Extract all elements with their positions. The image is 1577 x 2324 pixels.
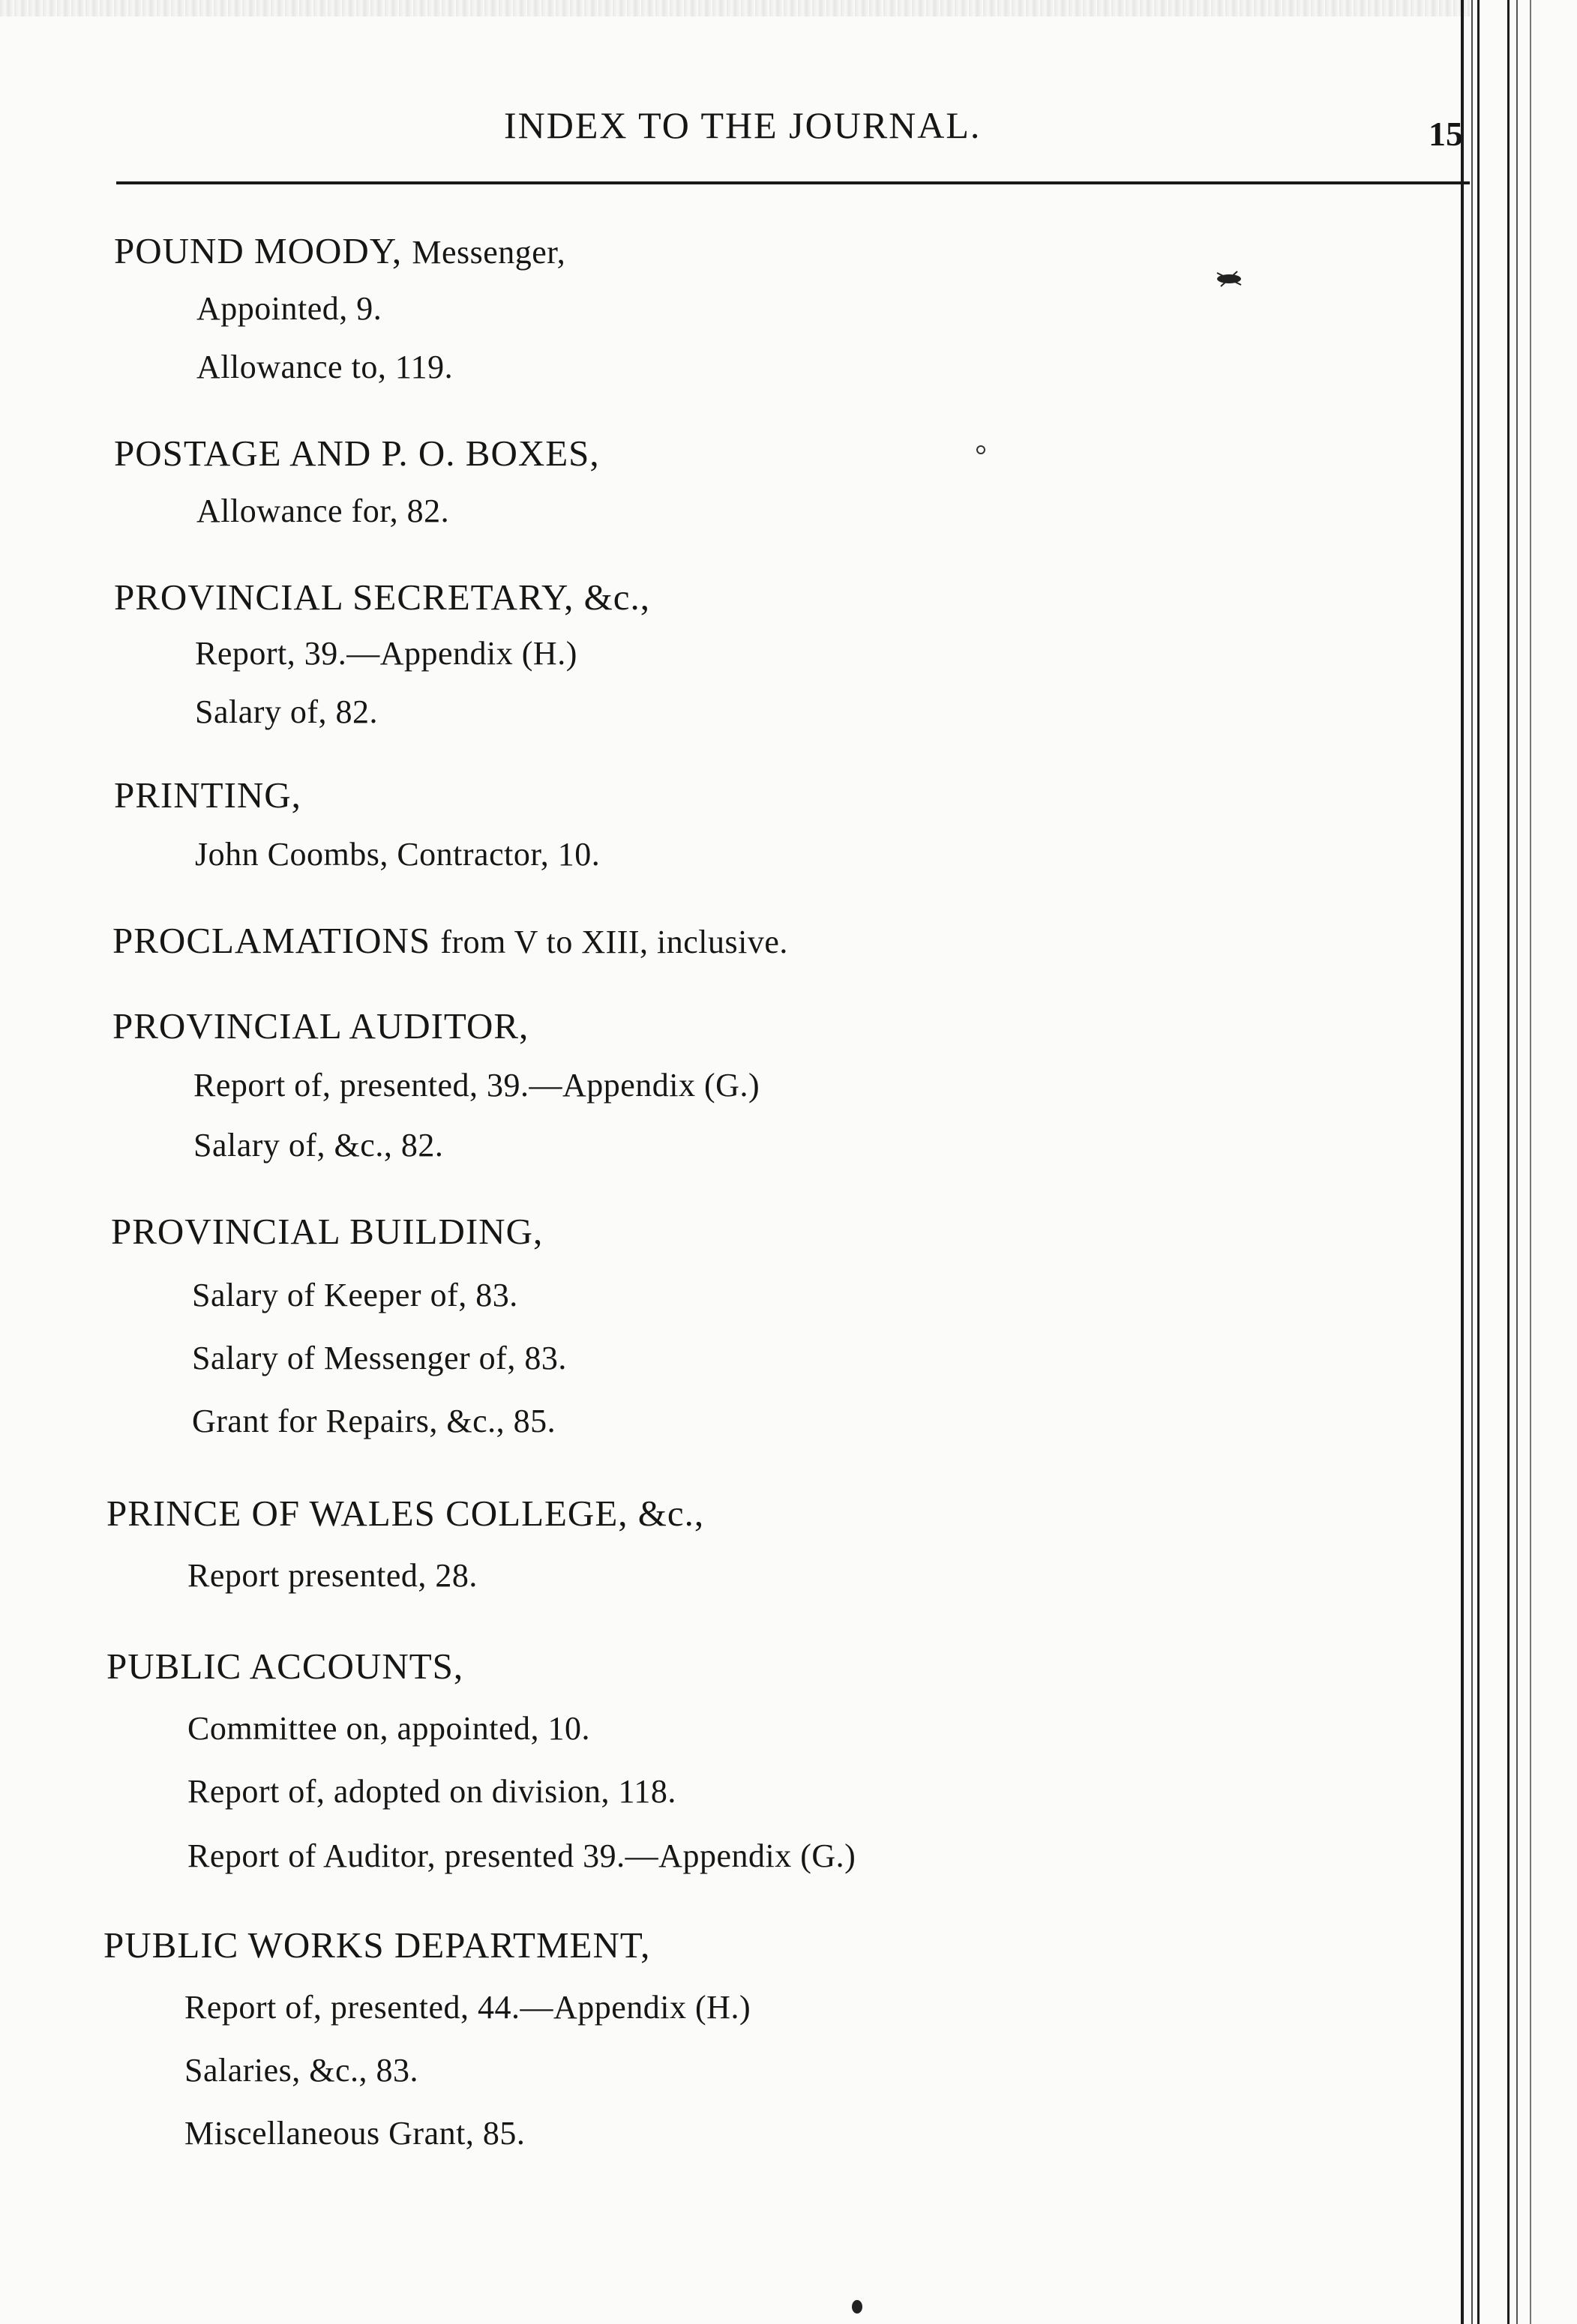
index-entry-heading <box>112 919 788 962</box>
index-entry-item: John Coombs, Contractor, 10. <box>195 836 601 873</box>
index-entry-heading <box>114 774 301 816</box>
index-entry-heading <box>103 1924 650 1966</box>
index-entry-heading <box>114 432 600 475</box>
index-entry-item: Report of, presented, 44.—Appendix (H.) <box>184 1989 751 2026</box>
scan-noise-top <box>0 0 1470 16</box>
scan-blemish-insect <box>1213 270 1245 288</box>
binding-edge-line <box>1516 0 1518 2324</box>
index-entry-heading <box>112 1005 529 1047</box>
index-entry-item: Appointed, 9. <box>196 290 382 327</box>
index-entry-item: Salary of, 82. <box>195 693 379 730</box>
entry-heading-text: PROVINCIAL BUILDING, <box>111 1211 544 1252</box>
index-entry-heading <box>106 1645 463 1688</box>
binding-edge-line <box>1471 0 1473 2324</box>
index-entry-heading <box>114 229 565 272</box>
ink-spot <box>976 445 985 454</box>
binding-edge-line <box>1530 0 1531 2324</box>
index-entry-item: Salary of Messenger of, 83. <box>192 1340 567 1376</box>
index-entry-item: Salary of, &c., 82. <box>193 1127 444 1163</box>
entry-heading-text: PROCLAMATIONS <box>112 920 431 961</box>
page-number: 15 <box>1429 115 1463 153</box>
index-entry-item: Report presented, 28. <box>187 1557 478 1594</box>
entry-heading-text: POUND MOODY, <box>114 230 403 271</box>
index-entry-heading <box>111 1210 543 1253</box>
index-entry-item: Report, 39.—Appendix (H.) <box>195 635 577 672</box>
index-entry-item: Allowance for, 82. <box>196 493 450 529</box>
index-entry-heading <box>114 576 650 618</box>
binding-edge-line <box>1477 0 1480 2324</box>
binding-edge-line <box>1507 0 1510 2324</box>
index-entry-item: Miscellaneous Grant, 85. <box>184 2115 526 2152</box>
entry-heading-text: PROVINCIAL SECRETARY, &c., <box>114 577 650 618</box>
binding-edge-line <box>1461 0 1464 2324</box>
entry-heading-suffix: from V to XIII, inclusive. <box>440 924 788 960</box>
index-entry-item: Report of, adopted on division, 118. <box>187 1773 676 1810</box>
ink-spot <box>852 2300 862 2314</box>
index-entry-item: Allowance to, 119. <box>196 349 454 385</box>
entry-heading-text: PRINCE OF WALES COLLEGE, &c., <box>106 1493 705 1534</box>
page-title: INDEX TO THE JOURNAL. <box>504 104 982 146</box>
header-divider <box>116 181 1470 184</box>
index-entry-item: Report of Auditor, presented 39.—Appendix (G.) <box>187 1837 856 1874</box>
entry-heading-text: PRINTING, <box>114 774 301 816</box>
index-entry-item: Salaries, &c., 83. <box>184 2052 419 2089</box>
index-entry-item: Report of, presented, 39.—Appendix (G.) <box>193 1067 760 1104</box>
entry-heading-text: POSTAGE AND P. O. BOXES, <box>114 433 600 474</box>
index-entry-item: Committee on, appointed, 10. <box>187 1710 591 1747</box>
entry-heading-suffix: Messenger, <box>412 234 566 271</box>
entry-heading-text: PUBLIC WORKS DEPARTMENT, <box>103 1924 651 1966</box>
index-entry-item: Grant for Repairs, &c., 85. <box>192 1403 556 1439</box>
entry-heading-text: PROVINCIAL AUDITOR, <box>112 1005 529 1047</box>
index-entry-item: Salary of Keeper of, 83. <box>192 1277 518 1313</box>
entry-heading-text: PUBLIC ACCOUNTS, <box>106 1646 464 1687</box>
index-entry-heading <box>106 1492 704 1535</box>
